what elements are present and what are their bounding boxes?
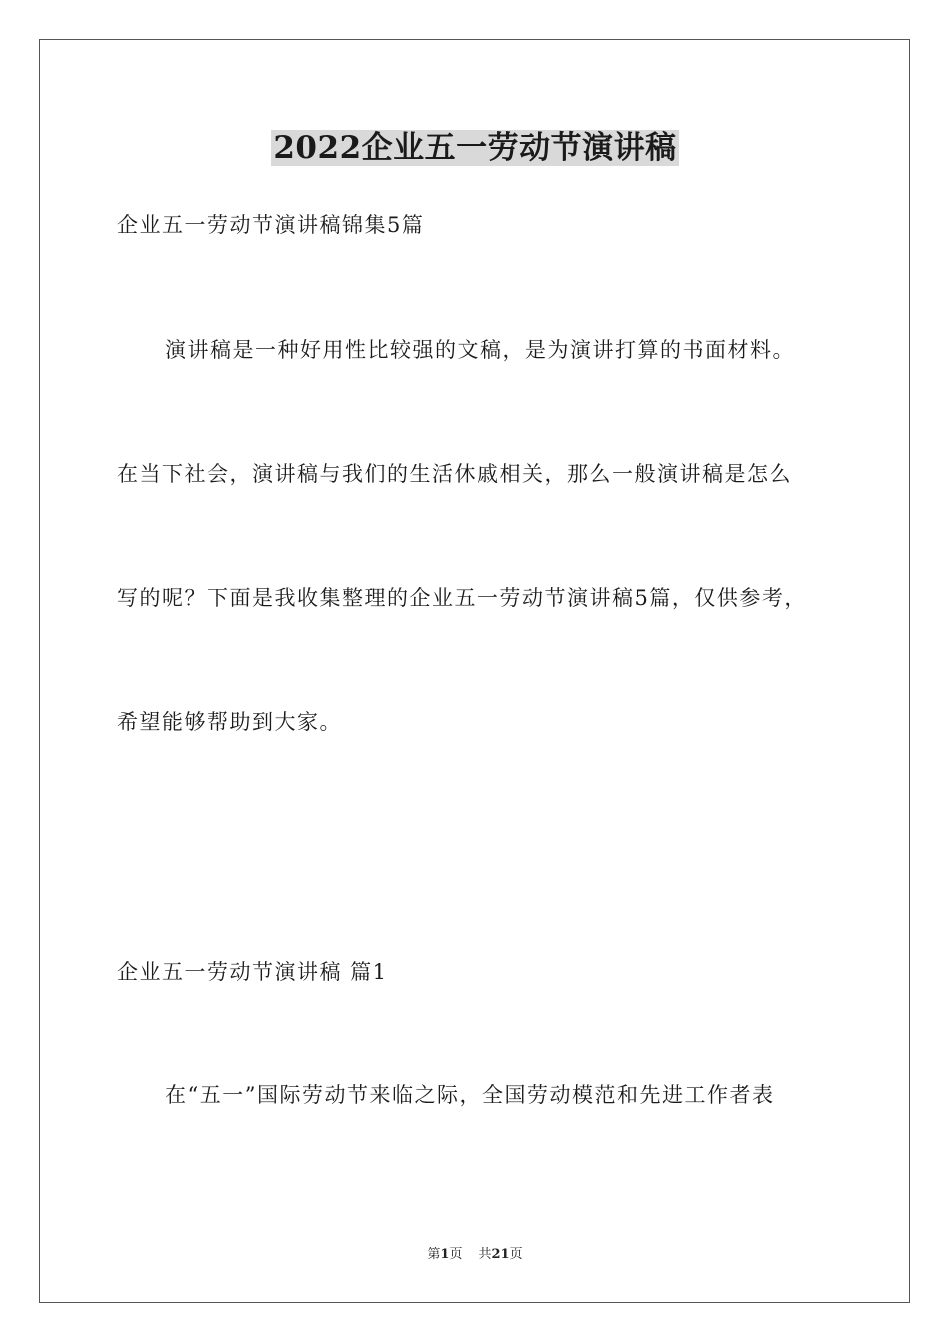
page-prefix: 第	[427, 1247, 441, 1262]
document-subtitle: 企业五一劳动节演讲稿锦集5篇	[117, 213, 425, 237]
page-suffix: 页	[449, 1247, 463, 1262]
document-title	[0, 126, 950, 170]
intro-paragraph-line-1: 演讲稿是一种好用性比较强的文稿，是为演讲打算的书面材料。	[165, 338, 795, 362]
document-title-text: 2022企业五一劳动节演讲稿	[273, 130, 677, 166]
page-footer	[0, 1245, 950, 1265]
intro-paragraph-line-3: 写的呢？下面是我收集整理的企业五一劳动节演讲稿5篇，仅供参考，	[117, 586, 807, 610]
section-paragraph-line-1: 在“五一”国际劳动节来临之际，全国劳动模范和先进工作者表	[165, 1083, 775, 1107]
total-prefix: 共	[478, 1247, 492, 1262]
section-heading: 企业五一劳动节演讲稿 篇1	[117, 960, 388, 984]
total-suffix: 页	[509, 1247, 523, 1262]
page-number: 1	[440, 1247, 450, 1262]
intro-paragraph-line-4: 希望能够帮助到大家。	[117, 710, 342, 734]
intro-paragraph-line-2: 在当下社会，演讲稿与我们的生活休戚相关，那么一般演讲稿是怎么	[117, 462, 792, 486]
total-pages: 21	[491, 1247, 510, 1262]
